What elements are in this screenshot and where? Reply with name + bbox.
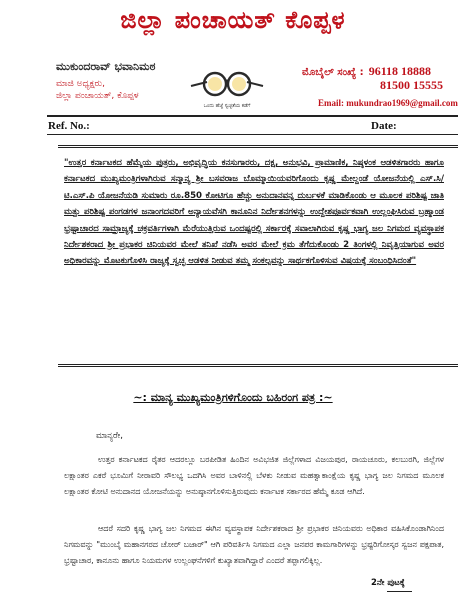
body-paragraph-1: ಉತ್ತರ ಕರ್ನಾಟಕದ ರೈತರ ಆದರಲ್ಲೂ ಬರಪೀಡಿತ ಹಿಂದಿನ ಅವಿಭಜಿತ ಜಿಲ್ಲೆಗಳಾದ ವಿಜಯಪುರ, ರಾಯಚೂರು, ಕಲಬುರಗಿ, ಜಿಲ್ಲೆಗಳ ಲಕ್ಷಾಂತರ ಎಕರೆ ಭೂಮಿಗೆ ನೀರಾವರಿ ಸೌಲಭ್ಯ ಒದಗಿಸಿ ಅವರ ಬಾಳಿನಲ್ಲಿ ಬೆಳಕು ನೀಡುವ ಮಹತ್ವಾಕಾಂಕ್ಷೆಯ ಕೃಷ್ಣ ಭಾಗ್ಯ ಜಲ ನಿಗಮದ ಮೂಲಕ ಲಕ್ಷಾಂತರ ಕೋಟಿ ಅನುದಾನದ ಯೋಜನೆಯನ್ನು ಅನುಷ್ಠಾನಗೊಳಿಸುತ್ತಿರುವುದು ಕರ್ನಾಟಕ ಸರ್ಕಾರದ ಹೆಮ್ಮೆ ಕೂಡ ಆಗಿದೆ. bbox=[64, 455, 444, 497]
letterhead-title: ಜಿಲ್ಲಾ ಪಂಚಾಯತ್ ಕೊಪ್ಪಳ bbox=[120, 6, 346, 34]
continued-note: 2ನೇ ಪುಟಕ್ಕೆ bbox=[371, 578, 405, 588]
salutation: ಮಾನ್ಯರೇ, bbox=[96, 431, 123, 441]
phone-number-2: 81500 15555 bbox=[380, 78, 443, 92]
header-rule-bottom bbox=[47, 134, 458, 135]
contact-block bbox=[302, 60, 462, 79]
letter-heading: ~: ಮಾನ್ಯ ಮುಖ್ಯಮಂತ್ರಿಗಳಿಗೊಂದು ಬಹಿರಂಗ ಪತ್ರ :~ bbox=[133, 391, 333, 404]
email-address: Email: mukundrao1969@gmail.com bbox=[318, 98, 458, 108]
header-rule-top bbox=[47, 115, 458, 117]
designation-line-2: ಜಿಲ್ಲಾ ಪಂಚಾಯತ್, ಕೊಪ್ಪಳ bbox=[56, 91, 139, 101]
continued-underline bbox=[387, 591, 412, 592]
ref-no-label: Ref. No.: bbox=[48, 120, 90, 132]
designation-line-1: ಮಾಜಿ ಅಧ್ಯಕ್ಷರು, bbox=[56, 79, 105, 89]
date-label: Date: bbox=[371, 120, 397, 132]
emblem-caption: ಒಂದು ಹೆಜ್ಜೆ ಸ್ವಚ್ಛತೆಯ ಕಡೆಗೆ bbox=[203, 103, 251, 109]
phone-number-1: 96118 18888 bbox=[368, 64, 432, 78]
subject-text: "ಉತ್ತರ ಕರ್ನಾಟಕದ ಹೆಮ್ಮೆಯ ಪುತ್ರರು, ಅಭಿವೃದ್ಧಿಯ ಕನಸುಗಾರರು, ದಕ್ಷ, ಅನುಭವಿ, ಪ್ರಾಮಾಣಿಕ, ನಿಷ್ಠಳಂಕ ಆಡಳಿತಗಾರರು ಹಾಗೂ ಕರ್ನಾಟಕದ ಮುಖ್ಯಮಂತ್ರಿಗಳಾಗಿರುವ ಸನ್ಮಾನ್ಯ ಶ್ರೀ ಬಸವರಾಜ ಬೊಮ್ಮಾಯಿಯವರಿಗೊಂದು ಕೃಷ್ಣ ಮೇಲ್ದಂಡೆ ಯೋಜನೆಯಲ್ಲಿ ಎಸ್.ಸಿ/ಟಿ.ಎಸ್.ಪಿ ಯೋಜನೆಯಡಿ ಸುಮಾರು ರೂ.850 ಕೋಟಿಗೂ ಹೆಚ್ಚು ಅನುದಾನವನ್ನ ದುರ್ಬಳಕೆ ಮಾಡಿಕೊಂಡು ಆ ಮೂಲಕ ಪರಿಶಿಷ್ಟ ಜಾತಿ ಮತ್ತು ಪರಿಶಿಷ್ಟ ಪಂಗಡಗಳ ಜನಾಂಗದವರಿಗೆ ಅನ್ಯಾಯವೆಸಗಿ ಕಾನೂನಿನ ನಿರ್ದೇಶನಗಳನ್ನು ಉದ್ದೇಶಪೂರ್ವಕವಾಗಿ ಉಲ್ಲಂಘಿಸಿರುವ ಬ್ರಹ್ಮಾಂಡ ಭ್ರಷ್ಟಾಚಾರದ ಸಾಮ್ರಾಜ್ಯಕ್ಕೆ ಚಕ್ರವರ್ತಿಗಳಾಗಿ ಮೆರೆಯುತ್ತಿರುವ ಒಂದಷ್ಟರಲ್ಲಿ ಸರ್ಕಾರಕ್ಕೆ ಸವಾಲಾಗಿರುವ ಕೃಷ್ಣ ಭಾಗ್ಯ ಜಲ ನಿಗಮದ ವ್ಯವಸ್ಥಾಪಕ ನಿರ್ದೇಶಕರಾದ ಶ್ರೀ ಪ್ರಭಾಕರ ಚಿನಿಯವರ ಮೇಲೆ ತನಿಖೆ ನಡೆಸಿ ಅವರ ಮೇಲೆ ಕ್ರಮ ತೆಗೆದುಕೊಂಡು 2 ತಿಂಗಳಲ್ಲಿ ನಿವೃತ್ತಿಯಾಗುವ ಅವರ ಅಧಿಕಾರವನ್ನು ಮೊಟಕುಗೊಳಿಸಿ ರಾಜ್ಯಕ್ಕೆ ಸ್ವಚ್ಛ ಆಡಳಿತ ನೀಡುವ ತಮ್ಮ ಸಂಕಲ್ಪವನ್ನು ಸಾರ್ಥಕಗೊಳಿಸುವ ವಿಷಯಕ್ಕೆ ಸಂಬಂಧಿಸಿದಂತೆ" bbox=[64, 158, 444, 267]
phone-label: ಮೊಬೈಲ್ ಸಂಖ್ಯೆ : bbox=[302, 67, 364, 78]
body-paragraph-2: ಆದರೆ ಸದರಿ ಕೃಷ್ಣ ಭಾಗ್ಯ ಜಲ ನಿಗಮದ ಈಗಿನ ವ್ಯವಸ್ಥಾಪಕ ನಿರ್ದೇಶಕರಾದ ಶ್ರೀ ಪ್ರಭಾಕರ ಚಿನಿಯವರು ಅಧಿಕಾರ ವಹಿಸಿಕೊಂಡಾಗಿನಿಂದ ನಿಗಮವನ್ನು "ಮುಂಬೈ ಮಹಾನಗರದ ಚೋರ್ ಬಜಾರ್" ಆಗಿ ಪರಿವರ್ತಿಸಿ ನಿಗಮದ ಎಲ್ಲಾ ಜನಪರ ಕಾಮಗಾರಿಗಳನ್ನು ಭ್ರಷ್ಟರಿಗೋಸ್ಕರ ಸ್ವಜನ ಪಕ್ಷಪಾತ, ಭ್ರಷ್ಟಾಚಾರ, ಕಾನೂನು ಹಾಗೂ ನಿಯಮಗಳ ಉಲ್ಲಂಘನೆಗಳಿಗೆ ಕುಖ್ಯಾತವಾಗಿದ್ದಾರೆ ಎಂದರೆ ತಪ್ಪಾಗಲಿಕ್ಕಿಲ್ಲ. bbox=[64, 524, 444, 566]
gandhi-spectacles-icon bbox=[187, 48, 267, 110]
sender-name: ಮುಕುಂದರಾವ್ ಭವಾನಿಮಠ bbox=[56, 60, 156, 73]
